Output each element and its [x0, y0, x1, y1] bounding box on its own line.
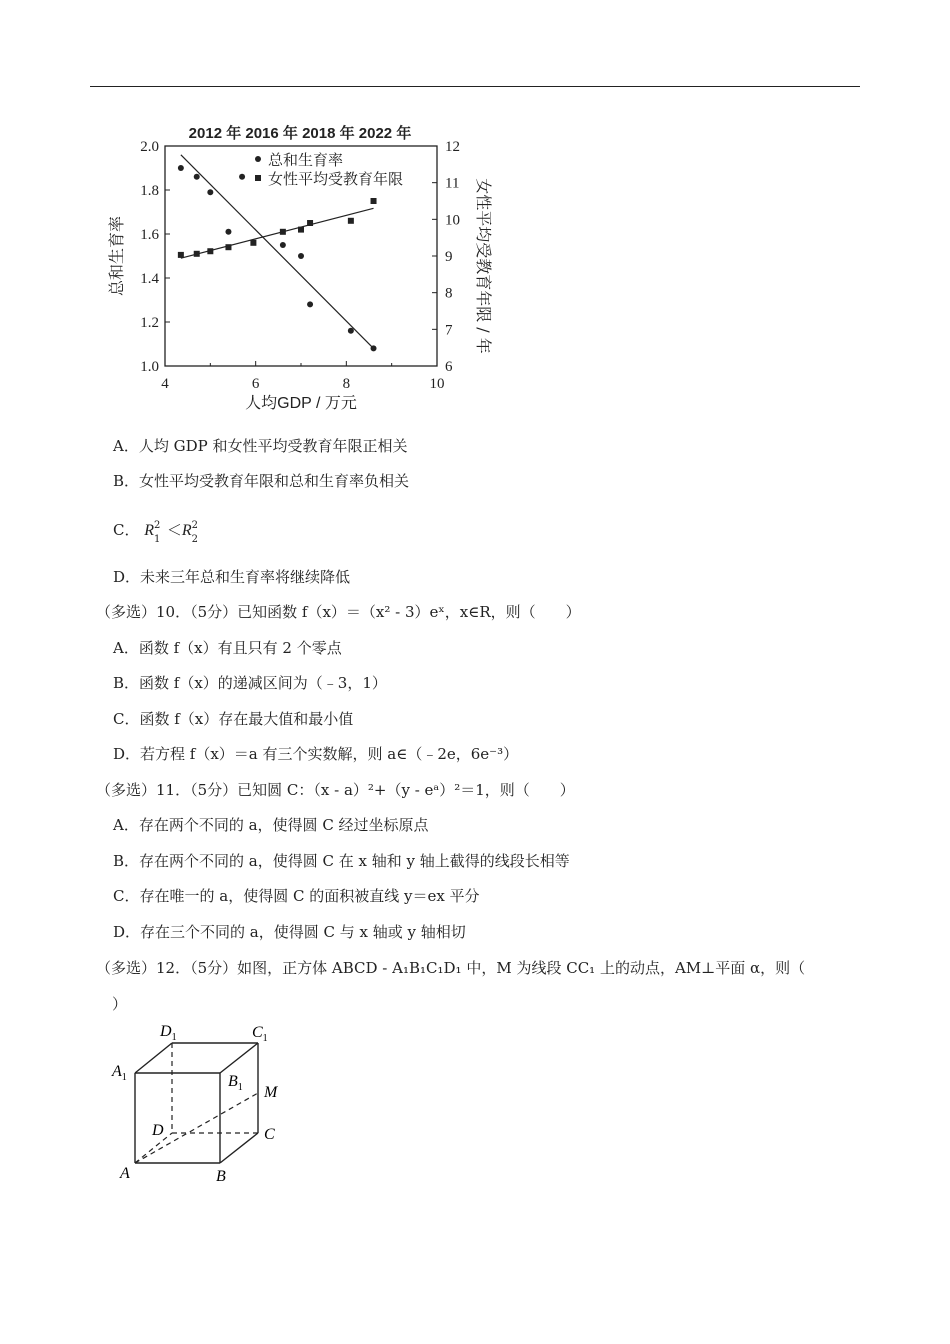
- label-a: A: [120, 1165, 130, 1182]
- y-right-tick-label: 11: [445, 175, 460, 192]
- label-b: B: [216, 1168, 226, 1185]
- y-left-axis-label: 总和生育率: [107, 215, 126, 297]
- fertility-point: [178, 165, 184, 171]
- scatter-chart: [100, 118, 500, 418]
- fertility-point: [371, 345, 377, 351]
- education-point: [371, 198, 377, 204]
- fertility-point: [298, 253, 304, 259]
- header-rule: [90, 86, 860, 87]
- q10-stem: （多选）10．（5分）已知函数 f（x）＝（x² ‑ 3）eˣ，x∈R，则（ ）: [96, 603, 581, 621]
- education-point: [225, 244, 231, 250]
- q10-option-b: B．函数 f（x）的递减区间为（﹣3，1）: [113, 674, 387, 692]
- q11-option-d: D．存在三个不同的 a，使得圆 C 与 x 轴或 y 轴相切: [113, 923, 466, 941]
- label-c1: $C_1$: [252, 1024, 268, 1044]
- education-point: [348, 218, 354, 224]
- education-point: [307, 220, 313, 226]
- q12-stem-close: ）: [112, 995, 128, 1013]
- y-left-tick-label: 2.0: [140, 139, 159, 155]
- q9-option-c: C． R 2 1 ＜R 2 2: [113, 520, 198, 545]
- y-left-tick-label: 1.6: [140, 227, 159, 243]
- q9-option-d: D．未来三年总和生育率将继续降低: [113, 568, 351, 586]
- label-d: D: [152, 1122, 164, 1139]
- top-year-labels: 2012 年 2016 年 2018 年 2022 年: [188, 125, 412, 142]
- x-tick-label: 4: [161, 376, 169, 392]
- edge-b1-c1: [220, 1043, 258, 1073]
- label-a1: $A_1$: [112, 1063, 127, 1083]
- q10-option-c: C．函数 f（x）存在最大值和最小值: [113, 710, 354, 728]
- y-right-axis-label: 女性平均受教育年限 / 年: [474, 178, 493, 354]
- fertility-point: [194, 174, 200, 180]
- y-left-tick-label: 1.0: [140, 359, 159, 375]
- label-c: C: [264, 1126, 275, 1143]
- y-left-tick-label: 1.4: [140, 271, 159, 287]
- fertility-point: [225, 229, 231, 235]
- y-right-tick-label: 6: [445, 359, 453, 375]
- label-m: M: [264, 1084, 278, 1101]
- q11-option-b: B．存在两个不同的 a，使得圆 C 在 x 轴和 y 轴上截得的线段长相等: [113, 852, 570, 870]
- q10-option-d: D．若方程 f（x）＝a 有三个实数解，则 a∈（﹣2e，6e⁻³）: [113, 745, 519, 763]
- legend-label-education: 女性平均受教育年限: [268, 170, 404, 188]
- y-right-tick-label: 10: [445, 212, 460, 229]
- y-right-tick-label: 9: [445, 249, 453, 265]
- education-point: [280, 229, 286, 235]
- fertility-point: [307, 301, 313, 307]
- label-d1: $D_1$: [160, 1023, 177, 1043]
- q9-option-a: A．人均 GDP 和女性平均受教育年限正相关: [113, 437, 408, 455]
- education-point: [207, 248, 213, 254]
- fertility-point: [207, 189, 213, 195]
- edge-a1-d1: [135, 1043, 172, 1073]
- x-axis-label: 人均GDP / 万元: [245, 395, 357, 412]
- edge-b-c: [220, 1133, 258, 1163]
- q11-option-a: A．存在两个不同的 a，使得圆 C 经过坐标原点: [113, 816, 429, 834]
- y-left-tick-label: 1.2: [140, 315, 159, 331]
- y-left-tick-label: 1.8: [140, 183, 159, 199]
- q11-option-c: C．存在唯一的 a，使得圆 C 的面积被直线 y＝ex 平分: [113, 887, 480, 905]
- x-tick-label: 8: [342, 376, 351, 392]
- q10-option-a: A．函数 f（x）有且只有 2 个零点: [113, 639, 342, 657]
- q12-stem: （多选）12．（5分）如图，正方体 ABCD ‑ A₁B₁C₁D₁ 中，M 为线段 CC₁ 上的动点，AM⊥平面 α，则（: [96, 959, 806, 977]
- legend-square-marker: [255, 175, 261, 181]
- fertility-point: [280, 242, 286, 248]
- legend-label-fertility: 总和生育率: [268, 151, 344, 169]
- education-point: [250, 240, 256, 246]
- education-point: [178, 252, 184, 258]
- x-tick-label: 6: [251, 376, 260, 392]
- fertility-point: [348, 328, 354, 334]
- cube-figure: [100, 1018, 300, 1188]
- y-right-tick-label: 12: [445, 139, 460, 155]
- education-point: [194, 251, 200, 257]
- education-point: [298, 227, 304, 233]
- x-tick-label: 10: [429, 376, 445, 392]
- fertility-point: [239, 174, 245, 180]
- q9-option-b: B．女性平均受教育年限和总和生育率负相关: [113, 472, 410, 490]
- label-b1: $B_1$: [228, 1073, 243, 1093]
- y-right-tick-label: 7: [445, 322, 453, 339]
- q11-stem: （多选）11．（5分）已知圆 C：（x ‑ a）²+（y ‑ eᵃ）²＝1，则（ ）: [96, 781, 575, 799]
- y-right-tick-label: 8: [445, 285, 453, 302]
- legend-circle-marker: [255, 156, 261, 162]
